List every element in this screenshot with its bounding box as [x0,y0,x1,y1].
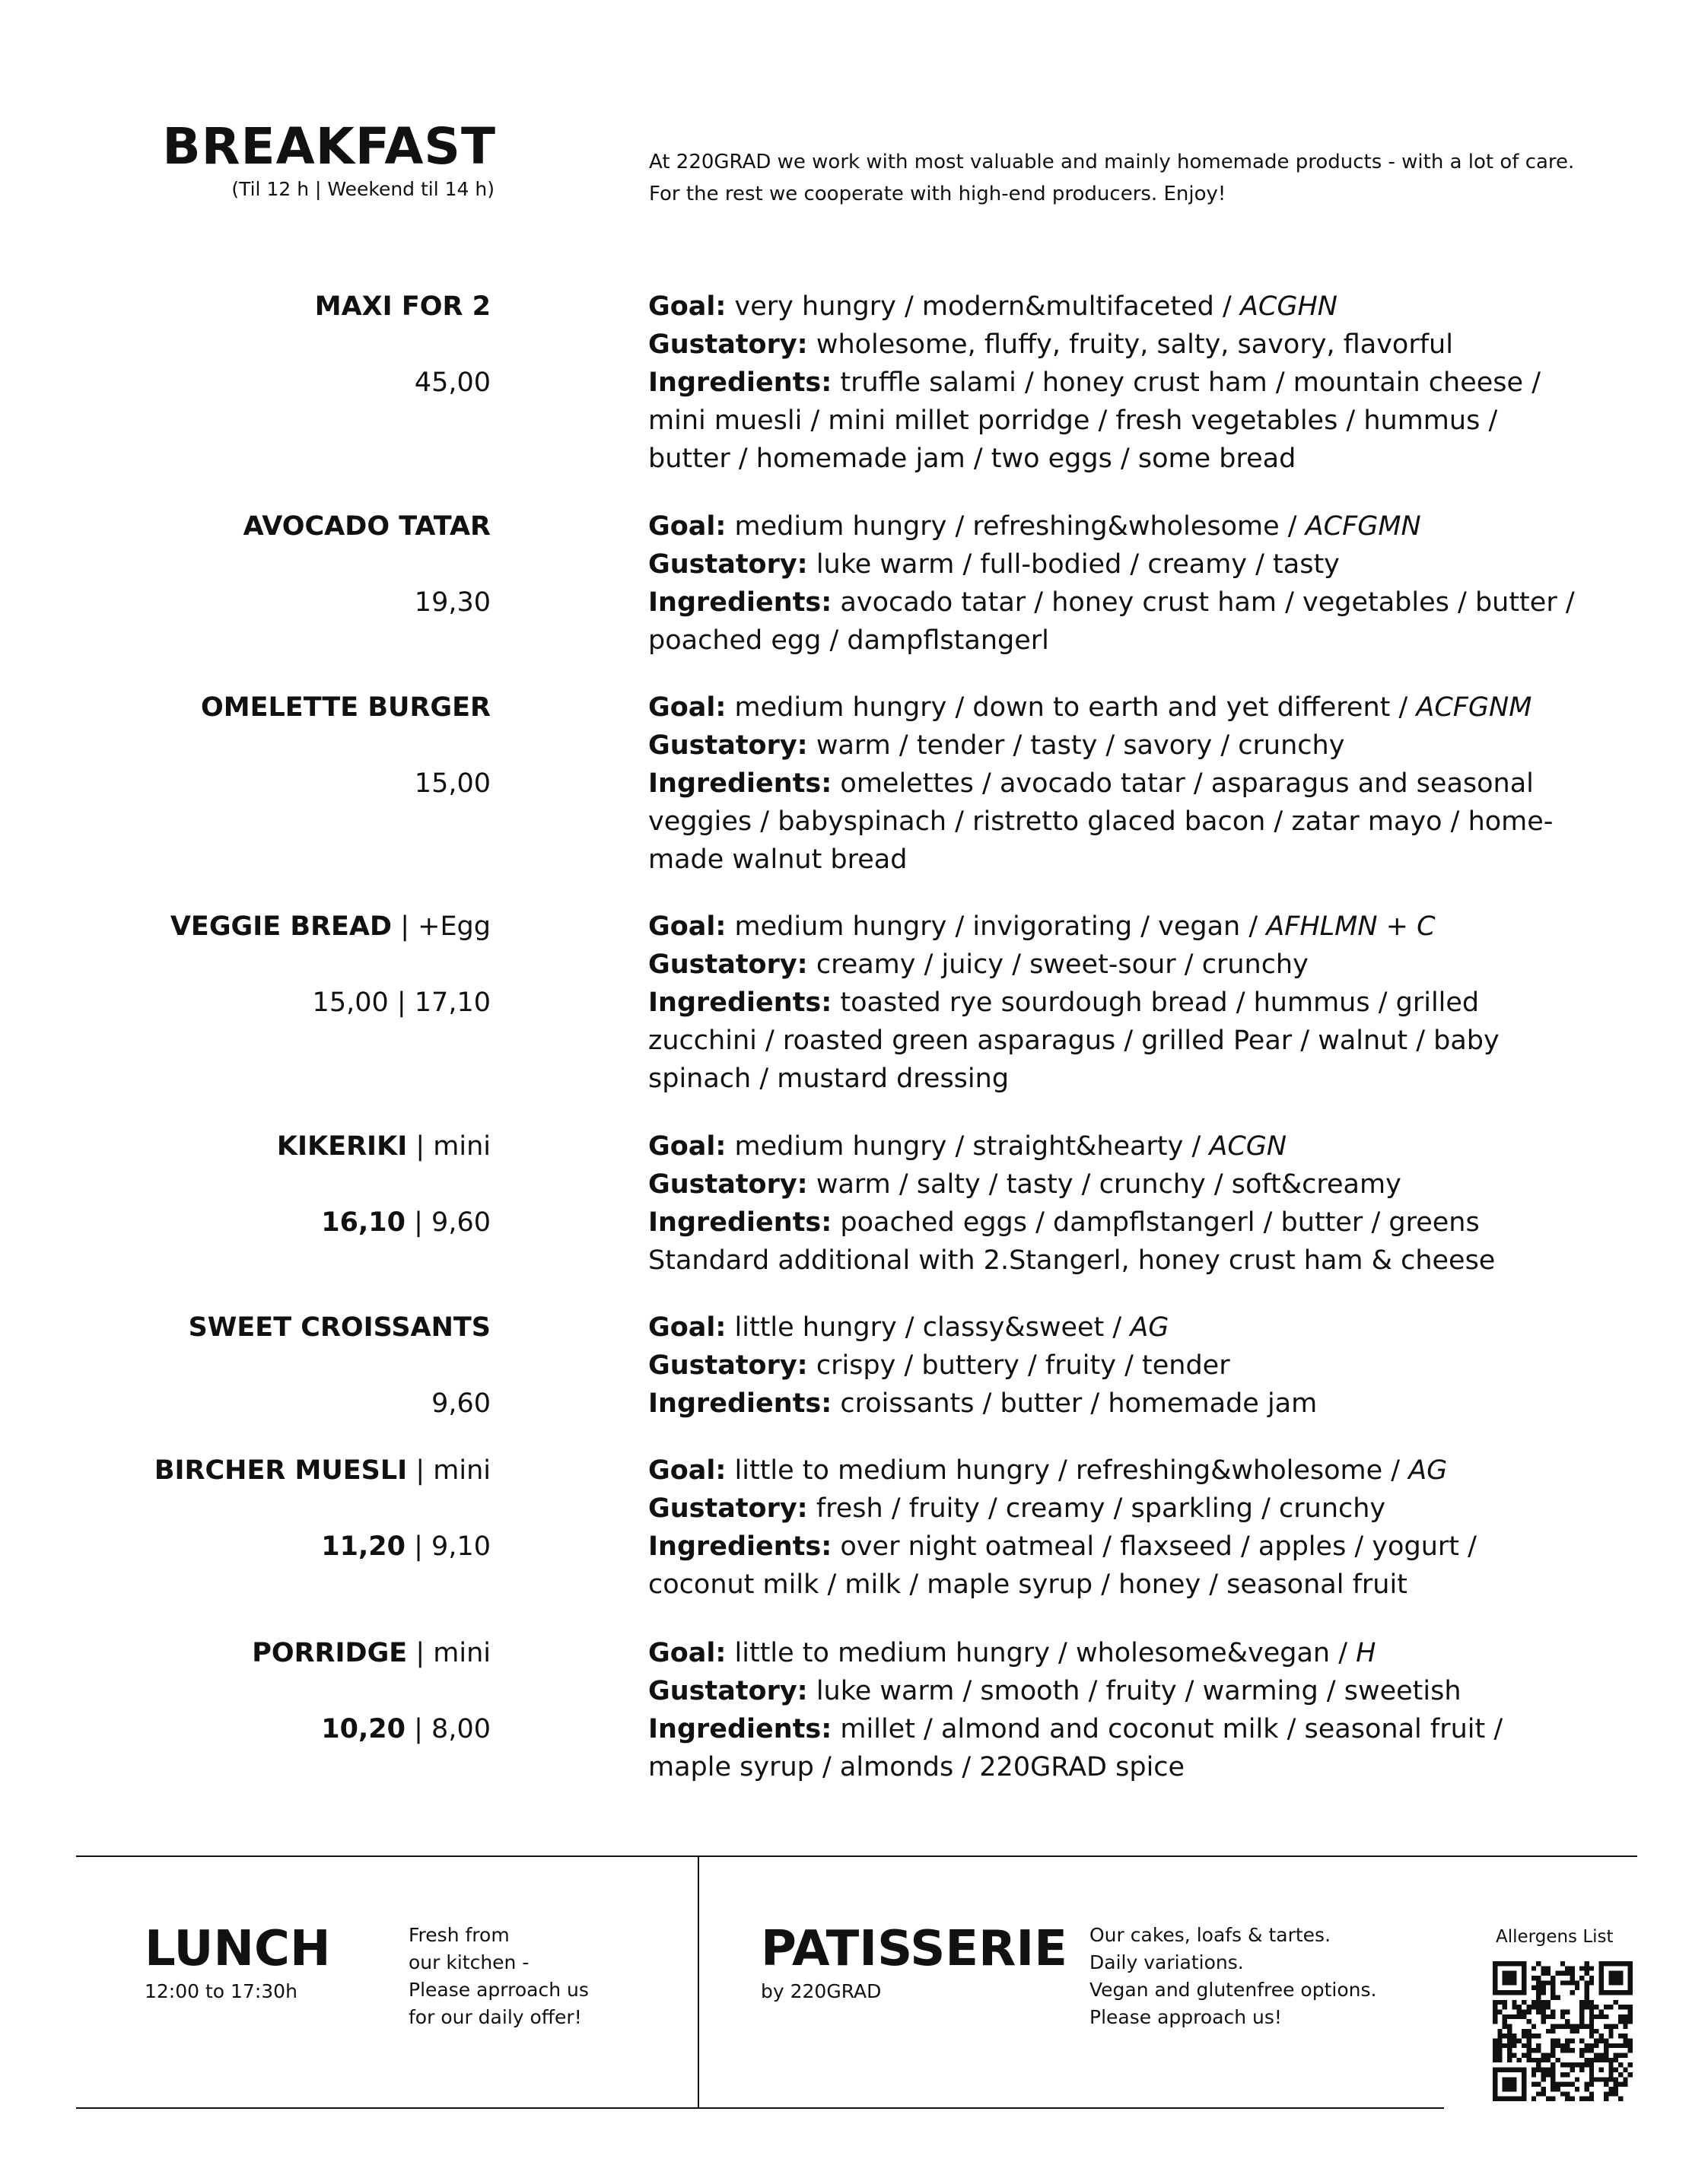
ingredients-label: Ingredients: [648,587,832,618]
gustatory-label: Gustatory: [648,1676,808,1706]
lunch-text-line: Please aprroach us [409,1979,589,2001]
intro-line: At 220GRAD we work with most valuable and mainly homemade products - with a lot of care. [649,151,1575,173]
item-name-price [0,1127,491,1242]
item-ingredients-line: made walnut bread [648,844,908,875]
item-ingredients-line: mini muesli / mini millet porridge / fresh vegetables / hummus / [648,405,1498,436]
item-description [648,1127,1584,1280]
item-description [648,507,1584,660]
item-name-suffix: | mini [407,1131,491,1162]
ingredients-label: Ingredients: [648,987,832,1018]
item-gustatory: Gustatory: crispy / buttery / fruity / tender [648,1350,1230,1381]
lunch-text-line: our kitchen - [409,1951,530,1973]
ingredients-label: Ingredients: [648,1531,832,1562]
item-name: VEGGIE BREAD | +Egg [170,911,491,942]
gustatory-label: Gustatory: [648,1350,808,1381]
footer-bottom-divider [76,2107,1444,2109]
lunch-section [145,1921,331,2005]
item-gustatory: Gustatory: luke warm / smooth / fruity / warming / sweetish [648,1676,1462,1706]
item-ingredients-line: Ingredients: poached eggs / dampflstangerl / butter / greens [648,1207,1480,1238]
item-goal: Goal: medium hungry / straight&hearty / ACGN [648,1131,1287,1162]
goal-label: Goal: [648,1455,727,1486]
lunch-title: LUNCH [145,1921,331,1977]
footer-top-divider [76,1855,1637,1857]
item-name: SWEET CROISSANTS [188,1312,491,1343]
footer-vertical-divider [698,1855,699,2109]
item-name: OMELETTE BURGER [201,692,491,723]
item-gustatory: Gustatory: warm / tender / tasty / savory / crunchy [648,730,1345,761]
patisserie-text [1089,1922,1376,2031]
item-name-price [0,688,491,803]
item-price: 15,00 [414,768,491,799]
item-gustatory: Gustatory: warm / salty / tasty / crunchy / soft&creamy [648,1169,1401,1200]
intro-text [649,146,1638,210]
allergens-qr-code[interactable] [1493,1961,1633,2101]
goal-label: Goal: [648,1131,727,1162]
lunch-hours: 12:00 to 17:30h [145,1980,297,2002]
allergens-label: Allergens List [1496,1927,1614,1947]
item-ingredients-line: maple syrup / almonds / 220GRAD spice [648,1752,1185,1782]
item-name-suffix: | mini [407,1638,491,1668]
item-description [648,1634,1584,1786]
item-ingredients-line: veggies / babyspinach / ristretto glaced bacon / zatar mayo / home- [648,806,1554,837]
patisserie-text-line: Vegan and glutenfree options. [1089,1979,1377,2001]
item-ingredients-line: coconut milk / milk / maple syrup / honey / seasonal fruit [648,1569,1407,1600]
item-goal: Goal: little to medium hungry / wholesome&vegan / H [648,1638,1376,1668]
ingredients-label: Ingredients: [648,1388,832,1419]
item-name: AVOCADO TATAR [243,511,491,542]
item-ingredients-line: Ingredients: millet / almond and coconut milk / seasonal fruit / [648,1714,1503,1744]
gustatory-label: Gustatory: [648,329,808,360]
goal-label: Goal: [648,1312,727,1343]
item-price: 9,60 [431,1388,491,1419]
item-name-suffix: | +Egg [392,911,491,942]
item-ingredients-line: poached egg / dampflstangerl [648,625,1049,656]
patisserie-by: by 220GRAD [761,1980,882,2002]
item-ingredients-line: Standard additional with 2.Stangerl, honey crust ham & cheese [648,1245,1496,1276]
patisserie-title: PATISSERIE [761,1921,1067,1977]
item-name-price [0,908,491,1022]
goal-label: Goal: [648,692,727,723]
intro-line: For the rest we cooperate with high-end producers. Enjoy! [649,183,1226,205]
item-goal: Goal: medium hungry / down to earth and yet different / ACFGNM [648,692,1532,723]
item-allergens: ACFGNM [1416,692,1532,723]
item-goal: Goal: medium hungry / invigorating / vegan / AFHLMN + C [648,911,1436,942]
item-price: 16,10 | 9,60 [321,1207,491,1238]
item-goal: Goal: little hungry / classy&sweet / AG [648,1312,1169,1343]
item-ingredients-line: spinach / mustard dressing [648,1064,1010,1094]
item-name: PORRIDGE | mini [252,1638,491,1668]
item-goal: Goal: little to medium hungry / refreshing&wholesome / AG [648,1455,1448,1486]
item-ingredients-line: Ingredients: avocado tatar / honey crust ham / vegetables / butter / [648,587,1575,618]
item-name-suffix: | mini [407,1455,491,1486]
item-price: 19,30 [414,587,491,618]
item-price: 15,00 | 17,10 [312,987,491,1018]
item-allergens: AG [1130,1312,1169,1343]
item-description [648,908,1584,1098]
item-description [648,688,1584,879]
item-ingredients-line: Ingredients: toasted rye sourdough bread / hummus / grilled [648,987,1480,1018]
goal-label: Goal: [648,511,727,542]
item-price: 11,20 | 9,10 [321,1531,491,1562]
item-allergens: ACGN [1209,1131,1287,1162]
item-goal: Goal: medium hungry / refreshing&wholesome / ACFGMN [648,511,1421,542]
item-name-price [0,1634,491,1748]
ingredients-label: Ingredients: [648,1714,832,1744]
gustatory-label: Gustatory: [648,549,808,580]
item-gustatory: Gustatory: creamy / juicy / sweet-sour / crunchy [648,949,1309,980]
patisserie-text-line: Please approach us! [1089,2006,1282,2028]
ingredients-label: Ingredients: [648,768,832,799]
gustatory-label: Gustatory: [648,1493,808,1524]
item-name: MAXI FOR 2 [314,291,491,322]
item-gustatory: Gustatory: luke warm / full-bodied / creamy / tasty [648,549,1340,580]
item-allergens: ACGHN [1239,291,1337,322]
item-name: BIRCHER MUESLI | mini [154,1455,491,1486]
item-gustatory: Gustatory: wholesome, fluffy, fruity, salty, savory, flavorful [648,329,1453,360]
item-ingredients-line: Ingredients: over night oatmeal / flaxseed / apples / yogurt / [648,1531,1477,1562]
lunch-text [409,1922,589,2031]
item-ingredients-line: butter / homemade jam / two eggs / some bread [648,444,1296,474]
item-description [648,288,1584,478]
item-price: 10,20 | 8,00 [321,1714,491,1744]
patisserie-section [761,1921,1067,2005]
item-description [648,1452,1584,1604]
item-name-price [0,1308,491,1423]
ingredients-label: Ingredients: [648,367,832,398]
item-name: KIKERIKI | mini [276,1131,491,1162]
ingredients-label: Ingredients: [648,1207,832,1238]
item-name-price [0,507,491,622]
gustatory-label: Gustatory: [648,730,808,761]
goal-label: Goal: [648,911,727,942]
item-name-price [0,288,491,402]
item-ingredients-line: Ingredients: omelettes / avocado tatar / asparagus and seasonal [648,768,1534,799]
item-allergens: AFHLMN + C [1266,911,1436,942]
patisserie-text-line: Daily variations. [1089,1951,1244,1973]
lunch-text-line: Fresh from [409,1924,510,1946]
goal-label: Goal: [648,291,727,322]
item-name-price [0,1452,491,1566]
goal-label: Goal: [648,1638,727,1668]
page-subtitle: (Til 12 h | Weekend til 14 h) [231,178,495,200]
item-price: 45,00 [414,367,491,398]
page-title: BREAKFAST [162,117,496,176]
lunch-text-line: for our daily offer! [409,2006,582,2028]
gustatory-label: Gustatory: [648,949,808,980]
item-description [648,1308,1584,1423]
item-ingredients-line: Ingredients: croissants / butter / homemade jam [648,1388,1318,1419]
item-allergens: AG [1408,1455,1448,1486]
item-allergens: ACFGMN [1305,511,1421,542]
item-ingredients-line: zucchini / roasted green asparagus / grilled Pear / walnut / baby [648,1025,1500,1056]
patisserie-text-line: Our cakes, loafs & tartes. [1089,1924,1331,1946]
item-allergens: H [1356,1638,1376,1668]
item-ingredients-line: Ingredients: truffle salami / honey crust ham / mountain cheese / [648,367,1541,398]
gustatory-label: Gustatory: [648,1169,808,1200]
item-goal: Goal: very hungry / modern&multifaceted / ACGHN [648,291,1337,322]
item-gustatory: Gustatory: fresh / fruity / creamy / sparkling / crunchy [648,1493,1386,1524]
